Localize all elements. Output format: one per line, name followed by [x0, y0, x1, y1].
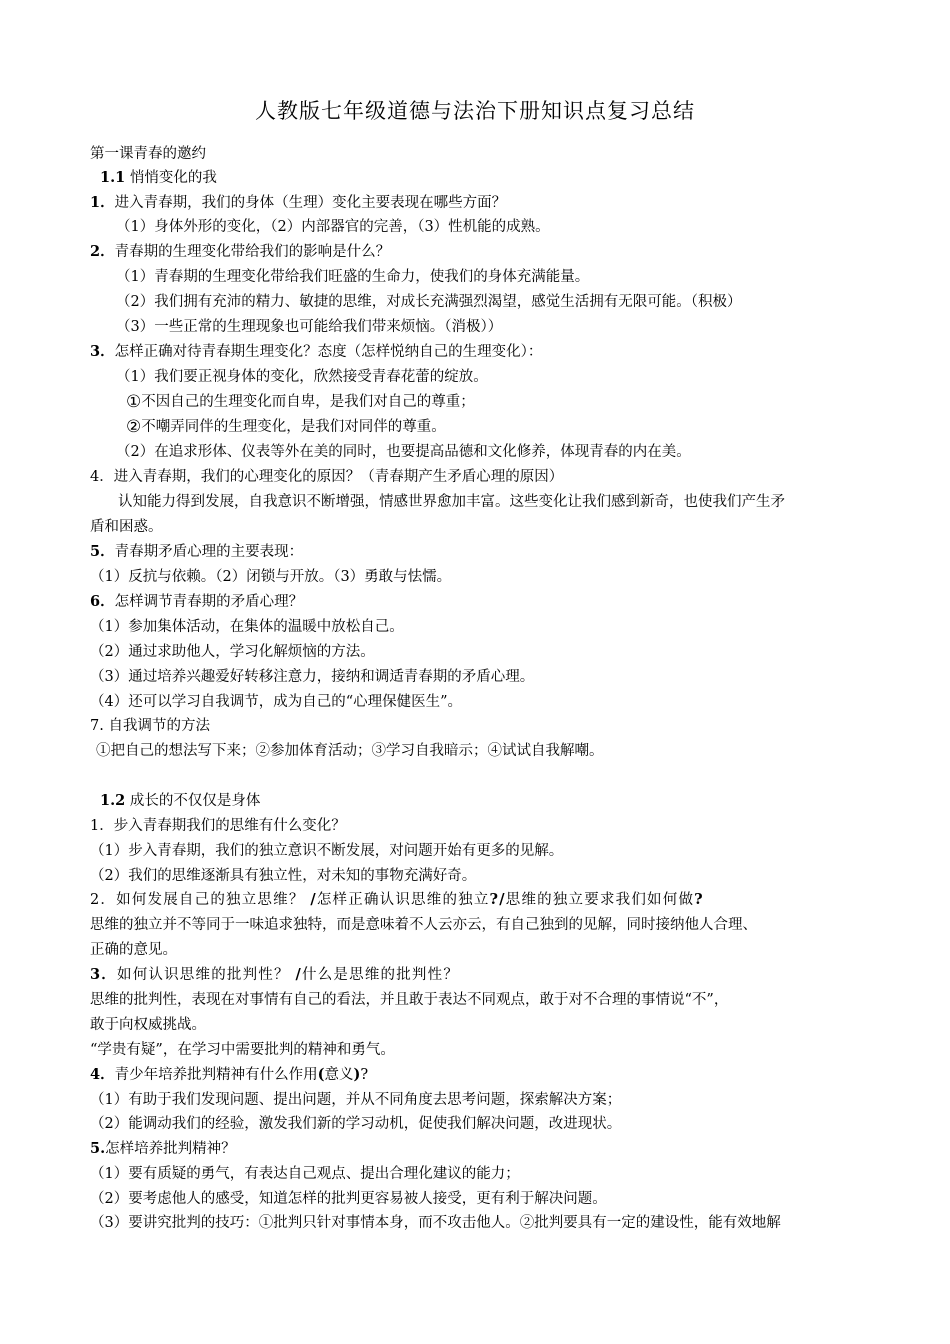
question: 5.怎样培养批判精神？	[90, 1140, 236, 1157]
question-text: 青春期的生理变化带给我们的影响是什么？	[114, 244, 391, 260]
answer-line: ①不因自己的生理变化而自卑，是我们对自己的尊重；	[126, 392, 475, 412]
answer-line: （2）通过求助他人，学习化解烦恼的方法。	[90, 644, 375, 660]
question-number: 1	[90, 194, 101, 211]
answer-line: （1）反抗与依赖。（2）闭锁与开放。（3）勇敢与怯懦。	[90, 569, 452, 585]
question: 2．如何发展自己的独立思维？ /怎样正确认识思维的独立?/思维的独立要求我们如何做?	[90, 891, 704, 908]
answer-line: 思维的独立并不等同于一味追求独特，而是意味着不人云亦云，有自己独到的见解，同时接纳他人合理、	[90, 917, 757, 933]
question: 3．如何认识思维的批判性？ /什么是思维的批判性？	[90, 966, 460, 983]
answer-line: （1）我们要正视身体的变化，欣然接受青春花蕾的绽放。	[116, 369, 488, 385]
answer-line: （2）能调动我们的经验，激发我们新的学习动机，促使我们解决问题，改进现状。	[90, 1116, 622, 1132]
question-number: 6	[90, 593, 101, 610]
question-text: 进入青春期，我们的心理变化的原因？（青春期产生矛盾心理的原因）	[113, 469, 564, 485]
question-number: 2	[90, 243, 101, 260]
question: 1．进入青春期，我们的身体（生理）变化主要表现在哪些方面？	[90, 194, 507, 211]
answer-line: （3）一些正常的生理现象也可能给我们带来烦恼。（消极））	[116, 319, 503, 335]
question: 7. 自我调节的方法	[90, 718, 210, 734]
question: 6．怎样调节青春期的矛盾心理？	[90, 593, 304, 610]
answer-line: （3）要讲究批判的技巧：①批判只针对事情本身，而不攻击他人。②批判要具有一定的建设性，能有效地解	[90, 1215, 781, 1231]
answer-line: （2）我们的思维逐渐具有独立性，对未知的事物充满好奇。	[90, 868, 477, 884]
answer-line: 思维的批判性，表现在对事情有自己的看法，并且敢于表达不同观点，敢于对不合理的事情说“不”，	[90, 992, 729, 1008]
answer-line: （1）参加集体活动，在集体的温暖中放松自己。	[90, 619, 404, 635]
answer-line: （2）在追求形体、仪表等外在美的同时，也要提高品德和文化修养，体现青春的内在美。	[116, 444, 691, 460]
answer-line: 盾和困惑。	[90, 519, 163, 535]
answer-line: （1）青春期的生理变化带给我们旺盛的生命力，使我们的身体充满能量。	[116, 269, 590, 285]
circled-number: ②	[126, 417, 142, 437]
question-number: 1	[90, 818, 100, 834]
circled-number: ①	[126, 392, 142, 412]
lesson-heading: 第一课青春的邀约	[90, 146, 206, 162]
answer-line: （1）步入青春期，我们的独立意识不断发展，对问题开始有更多的见解。	[90, 843, 564, 859]
question-text: 步入青春期我们的思维有什么变化？	[113, 818, 346, 834]
answer-line: （2）要考虑他人的感受，知道怎样的批判更容易被人接受，更有利于解决问题。	[90, 1191, 607, 1207]
document-title: 人教版七年级道德与法治下册知识点复习总结	[255, 99, 695, 123]
section-heading	[100, 789, 260, 813]
question: 5．青春期矛盾心理的主要表现：	[90, 543, 304, 560]
answer-line: （1）要有质疑的勇气，有表达自己观点、提出合理化建议的能力；	[90, 1166, 520, 1182]
question-number: 3	[90, 343, 101, 360]
answer-line: （4）还可以学习自我调节，成为自己的“心理保健医生”。	[90, 694, 463, 710]
answer-line: 正确的意见。	[90, 942, 177, 958]
section-heading	[100, 166, 217, 190]
section-number: 1.1	[100, 169, 126, 186]
question-number: 4	[90, 469, 100, 485]
answer-line: 敢于向权威挑战。	[90, 1017, 206, 1033]
question-text: 怎样正确对待青春期生理变化？态度（怎样悦纳自己的生理变化）：	[114, 344, 543, 360]
answer-line: （3）通过培养兴趣爱好转移注意力，接纳和调适青春期的矛盾心理。	[90, 669, 535, 685]
answer-line: （2）我们拥有充沛的精力、敏捷的思维，对成长充满强烈渴望，感觉生活拥有无限可能。（积极）	[116, 294, 742, 310]
answer-line: “学贵有疑”，在学习中需要批判的精神和勇气。	[90, 1042, 395, 1058]
answer-line: ①把自己的想法写下来；②参加体育活动；③学习自我暗示；④试试自我解嘲。	[96, 743, 604, 759]
question: 4．进入青春期，我们的心理变化的原因？（青春期产生矛盾心理的原因）	[90, 469, 564, 485]
answer-line: （1）有助于我们发现问题、提出问题，并从不同角度去思考问题，探索解决方案；	[90, 1092, 622, 1108]
question-text: 青春期矛盾心理的主要表现：	[114, 544, 304, 560]
question: 1．步入青春期我们的思维有什么变化？	[90, 818, 346, 834]
section-title: 成长的不仅仅是身体	[129, 793, 261, 809]
section-title: 悄悄变化的我	[129, 170, 217, 186]
question-text: 怎样调节青春期的矛盾心理？	[114, 594, 304, 610]
question: 4．青少年培养批判精神有什么作用(意义)?	[90, 1066, 369, 1083]
question-number: 5	[90, 543, 101, 560]
question: 2．青春期的生理变化带给我们的影响是什么？	[90, 243, 391, 260]
answer-line: （1）身体外形的变化，（2）内部器官的完善，（3）性机能的成熟。	[116, 219, 550, 235]
answer-line: 认知能力得到发展，自我意识不断增强，情感世界愈加丰富。这些变化让我们感到新奇，也使我们产生矛	[118, 494, 785, 510]
question: 3．怎样正确对待青春期生理变化？态度（怎样悦纳自己的生理变化）：	[90, 343, 543, 360]
question-text: 进入青春期，我们的身体（生理）变化主要表现在哪些方面？	[114, 195, 507, 211]
section-number: 1.2	[100, 792, 126, 809]
answer-line: ②不嘲弄同伴的生理变化，是我们对同伴的尊重。	[126, 417, 446, 437]
